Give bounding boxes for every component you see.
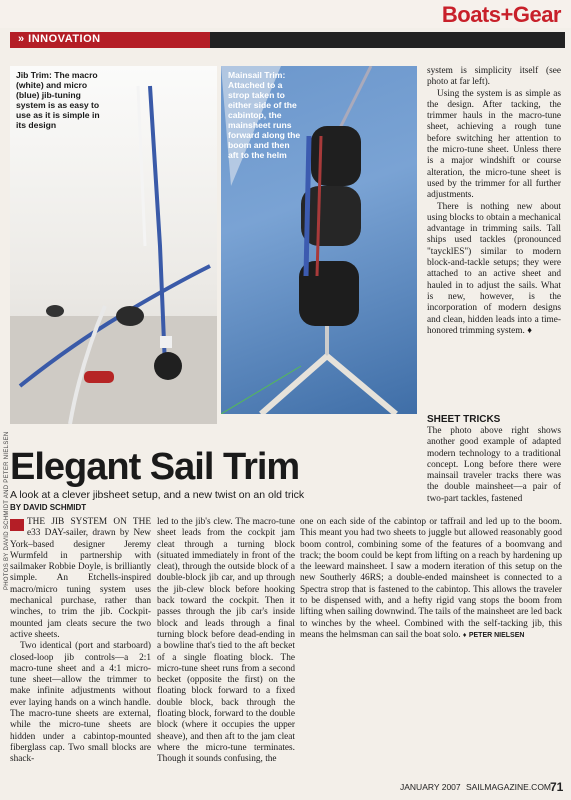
section-title: Boats+Gear (441, 2, 561, 27)
column-3-bottom (300, 517, 562, 641)
paragraph: led to the jib's clew. The macro-tune sheet leads from the cockpit jam cleat through a turning block (situated immediately in front of the cleat), through the outside block of a double-block jib car, and up through the jib-clew block before hooking back toward the cockpit. Then it passes through the jib car's inside block and leads through a final turning block before dead-ending in a bowline that's tied to the aft becket of a single floating block. The micro-tune sheet runs from a second becket (opposite the first) on the floating block forward to a fixed double block, back through the floating block, forward to the double block (where it occupies the upper sheave), and then aft to the jam cleat where the micro-tune terminates. Though it sounds confusing, the (157, 517, 295, 765)
paragraph: Using the system is as simple as the design. After tacking, the trimmer hauls in the macro-tune sheet, achieving a rough tune before switching her attention to the micro-tune sheet. Unless there is a major windshift or course alteration, the micro-tune sheet is used by the trimmer for all further adjustments. (427, 88, 561, 201)
paragraph (300, 517, 562, 641)
deck: A look at a clever jibsheet setup, and a new twist on an old trick (10, 489, 305, 501)
paragraph: Two identical (port and starboard) closed-loop jib controls—a 2:1 macro-tune sheet and a 4:1 micro-tune sheet—allow the trimmer to make infinite adjustments without ever laying hands on a winch handle. The macro-tune sheets are external, while the micro-tune sheets are hidden under a cabintop-mounted fiberglass cap. Two small blocks are shack- (10, 641, 151, 765)
column-2 (157, 517, 295, 766)
paragraph: The photo above right shows another good example of adapted modern technology to a traditional concept. Long before there were mainsail traveler tracks there was the double mainsheet—a pair of two-part tackles, fastened (427, 426, 561, 504)
paragraph (427, 202, 561, 338)
paragraph-text: one on each side of the cabintop or taffrail and led up to the boom. This meant you had two sheets to juggle but allowed reasonably good boom control, combining some of the features of a boomvang and track; the boom could be kept from lifting on a reach by hardening up the leeward mainsheet. I saw a modern iteration of this setup on the new Southerly 46RS; a double-ended mainsheet is connected to a Spectra strop that is fastened to the cabintop. This allows the traveler to be dispensed with, and a hefty rigid vang stops the boom from lifting when sailing downwind. The tails of the mainsheet are led back to winches by the wheel. Combined with the self-tacking jib, this means the helmsman can sail the boat solo. (300, 517, 562, 640)
paragraph-text: THE JIB SYSTEM ON THE e33 DAY-sailer, drawn by New York–based designer Jeremy Wurmfeld in partnership with sailmaker Robbie Doyle, is brilliantly simple. An Etchells-inspired macro/micro tuning system uses mechanical purchase, rather than winches, to trim the jib. Cockpit-mounted jam cleats secure the two active sheets. (10, 517, 151, 640)
paragraph-text: There is nothing new about using blocks to obtain a mechanical advantage in trimming sails. Tall ships used tackles (pronounced "taycklES") similar to modern block-and-tackle setups; they were attached to an active sheet and hauled in to adjust the sails. What is new, however, is the incorporation of modern designs and clean, hidden leads into a time-honored trimming system. (427, 201, 561, 336)
author-signature: PETER NIELSEN (468, 631, 525, 639)
column-1 (10, 517, 151, 766)
footer-date: JANUARY 2007 (400, 782, 461, 792)
end-mark-icon: ♦ (462, 631, 467, 639)
mainsail-trim-caption: Mainsail Trim: Attached to a strop taken to either side of the cabintop, the mainsheet runs forward along the boom and then aft to the helm (228, 70, 301, 160)
byline: BY DAVID SCHMIDT (10, 503, 87, 512)
subhead-sheet-tricks: SHEET TRICKS (427, 414, 501, 425)
end-mark-icon: ♦ (527, 325, 532, 336)
paragraph: system is simplicity itself (see photo at far left). (427, 66, 561, 88)
column-3-mid (427, 426, 561, 505)
section-tag: » INNOVATION (18, 33, 101, 45)
page-number: 71 (550, 780, 564, 794)
footer (0, 780, 571, 800)
footer-site: SAILMAGAZINE.COM (466, 782, 552, 792)
dropcap-icon (10, 519, 24, 531)
jib-trim-caption: Jib Trim: The macro (white) and micro (blue) jib-tuning system is as easy to use as it is simple in its design (16, 70, 100, 130)
photo-credit: PHOTOS BY DAVID SCHMIDT AND PETER NIELSEN (4, 431, 10, 590)
paragraph (10, 517, 151, 641)
headline: Elegant Sail Trim (10, 446, 300, 488)
column-3-top (427, 66, 561, 337)
